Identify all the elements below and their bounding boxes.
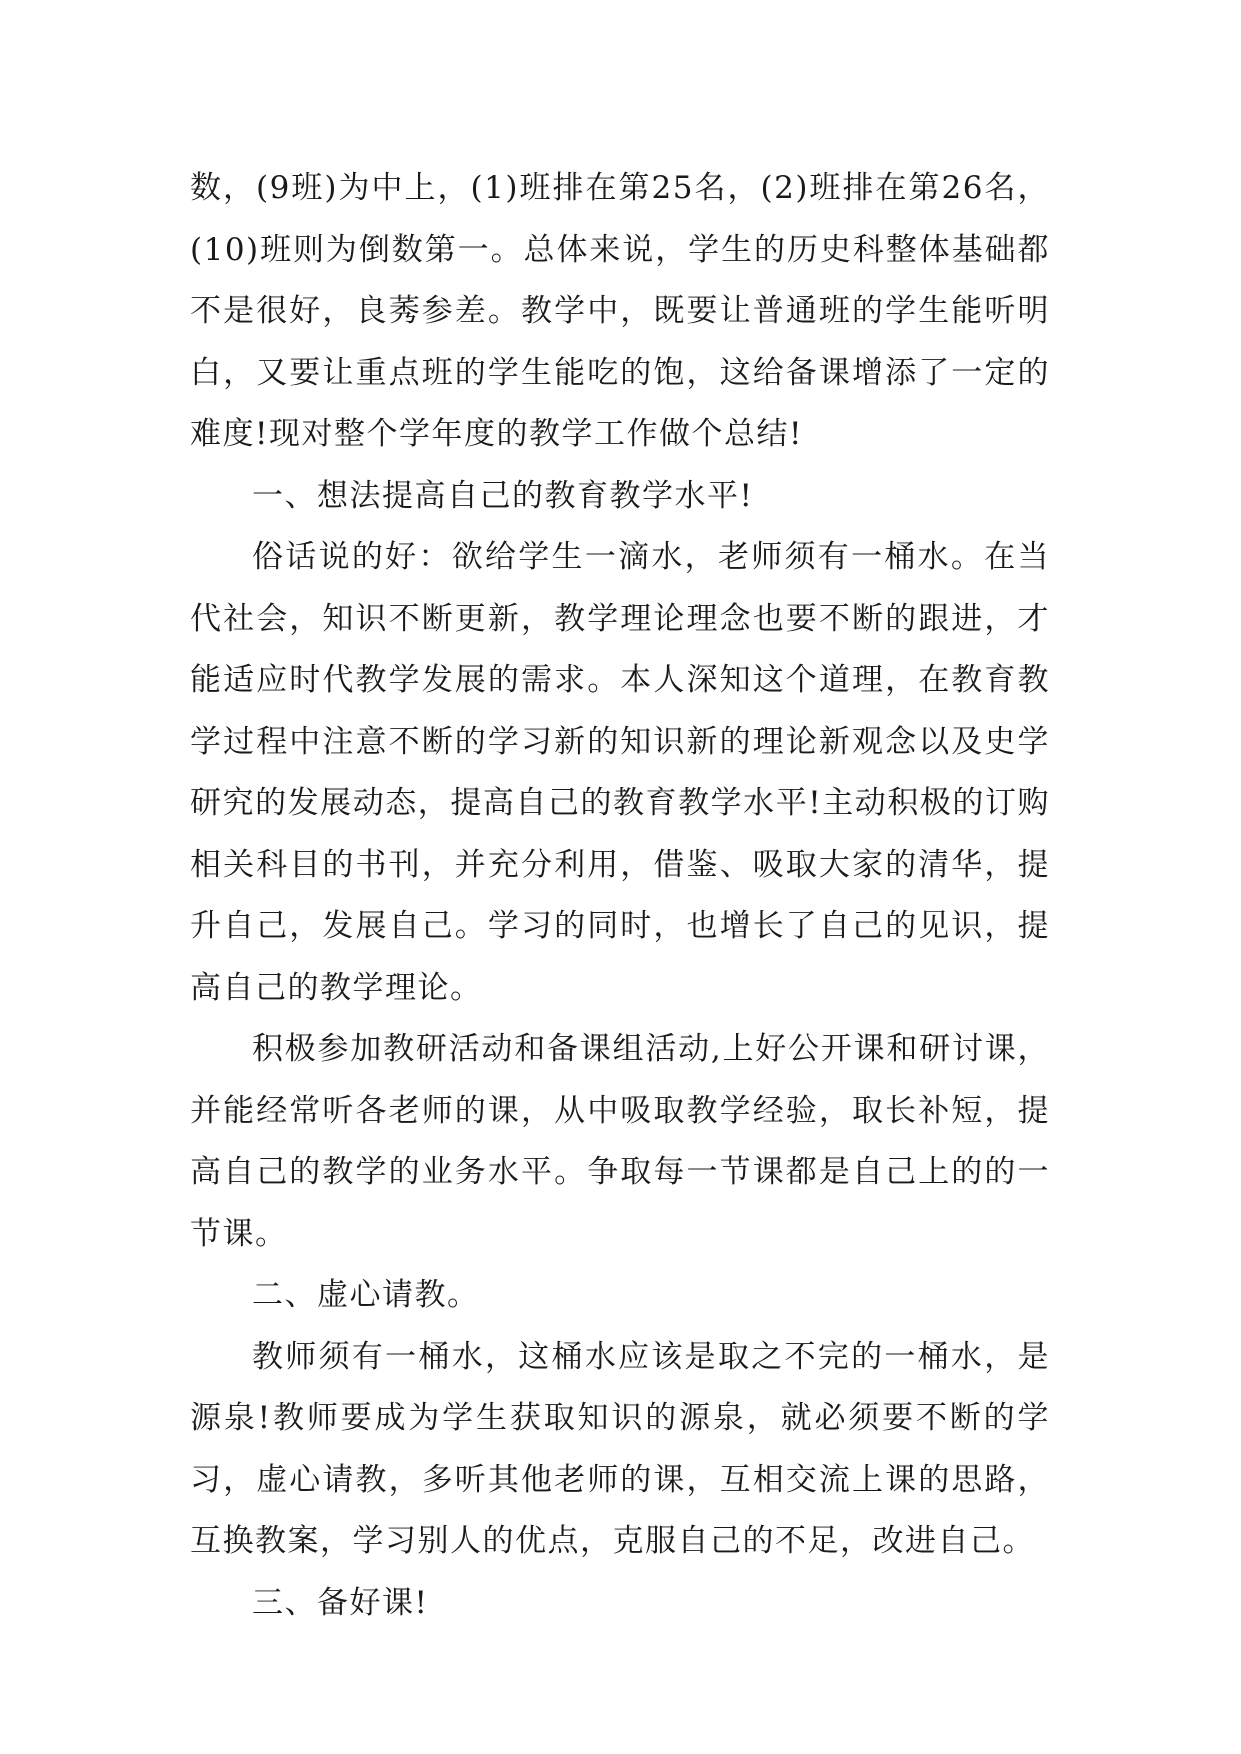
section-heading-3: 三、备好课! (252, 1584, 429, 1621)
paragraph-body: 俗话说的好：欲给学生一滴水，老师须有一桶水。在当代社会，知识不断更新，教学理论理念也要不断的跟进，才能适应时代教学发展的需求。本人深知这个道理，在教育教学过程中注意不断的学习新的知识新的理论新观念以及史学研究的发展动态，提高自己的教育教学水平!主动积极的订购相关科目的书刊，并充分利用，借鉴、吸取大家的清华，提升自己，发展自己。学习的同时，也增长了自己的见识，提高自己的教学理论。 (190, 539, 1050, 1006)
section-heading-1: 一、想法提高自己的教育教学水平! (252, 477, 754, 514)
paragraph-body: 教师须有一桶水，这桶水应该是取之不完的一桶水，是源泉!教师要成为学生获取知识的源泉，就必须要不断的学习，虚心请教，多听其他老师的课，互相交流上课的思路，互换教案，学习别人的优点，克服自己的不足，改进自己。 (190, 1338, 1050, 1559)
paragraph-body: 积极参加教研活动和备课组活动,上好公开课和研讨课，并能经常听各老师的课，从中吸取教学经验，取长补短，提高自己的教学的业务水平。争取每一节课都是自己上的的一节课。 (190, 1031, 1050, 1252)
section-heading-2: 二、虚心请教。 (252, 1277, 480, 1313)
document-body (190, 158, 1050, 1634)
paragraph-continuation: 数，(9班)为中上，(1)班排在第25名，(2)班排在第26名，(10)班则为倒数第一。总体来说，学生的历史科整体基础都不是很好，良莠参差。教学中，既要让普通班的学生能听明白，又要让重点班的学生能吃的饱，这给备课增添了一定的难度!现对整个学年度的教学工作做个总结! (190, 170, 1050, 452)
